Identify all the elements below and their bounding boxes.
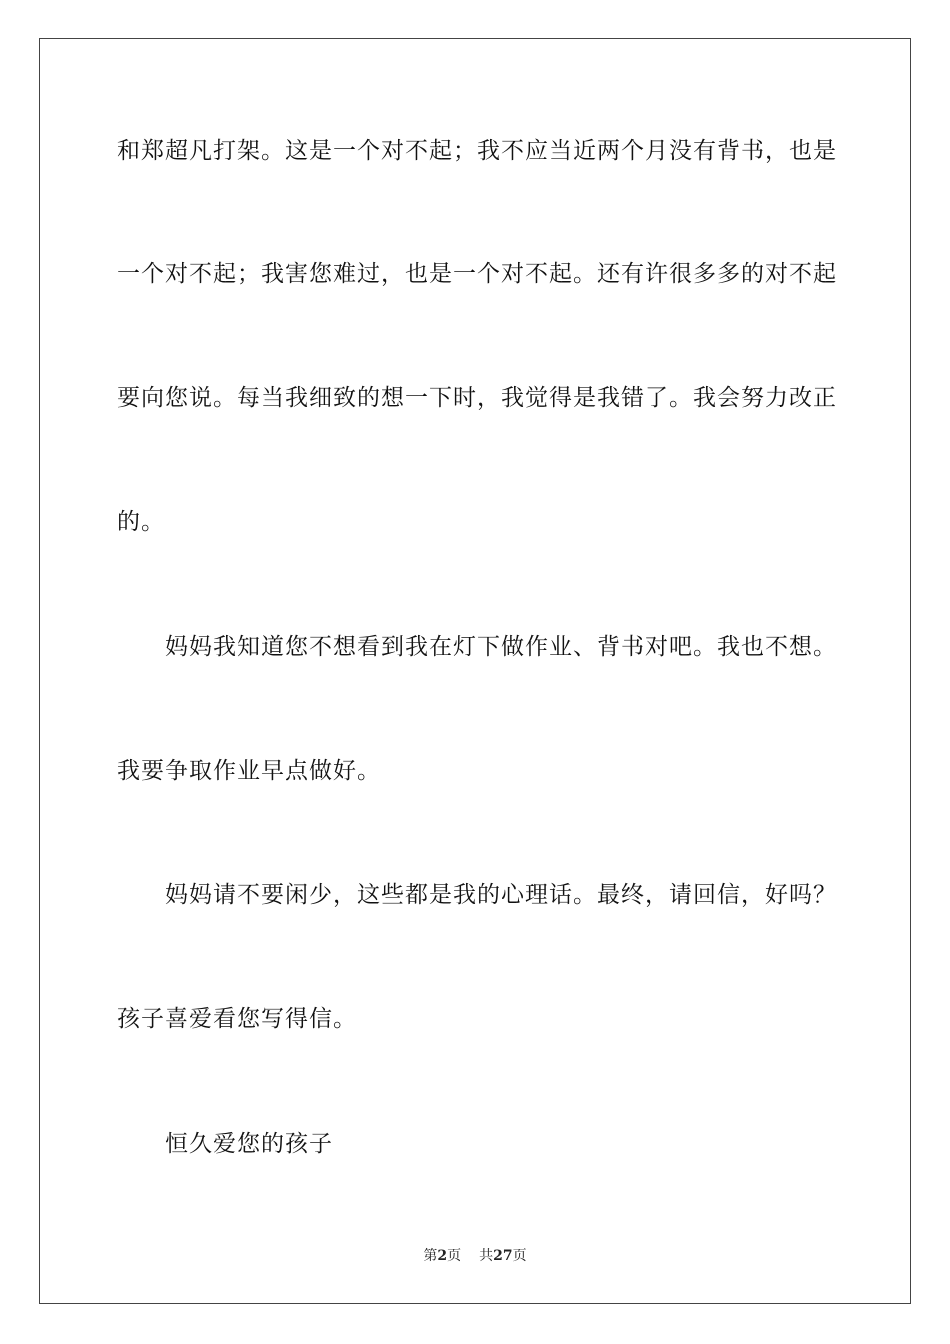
page-number: 2 (437, 1248, 448, 1264)
paragraph-start-line: 妈妈我知道您不想看到我在灯下做作业、背书对吧。我也不想。 (165, 634, 837, 660)
page-border (39, 38, 911, 1304)
body-text-line: 和郑超凡打架。这是一个对不起；我不应当近两个月没有背书，也是 (117, 138, 837, 164)
total-prefix: 共 (479, 1248, 494, 1264)
page-footer (0, 1246, 950, 1266)
body-text-line: 一个对不起；我害您难过，也是一个对不起。还有许很多多的对不起 (117, 261, 837, 287)
body-text-line: 孩子喜爱看您写得信。 (117, 1006, 357, 1032)
page-suffix: 页 (447, 1248, 462, 1264)
paragraph-start-line: 妈妈请不要闲少，这些都是我的心理话。最终，请回信，好吗？ (165, 882, 837, 908)
body-text-line: 要向您说。每当我细致的想一下时，我觉得是我错了。我会努力改正 (117, 385, 837, 411)
total-pages: 27 (493, 1248, 513, 1264)
page-prefix: 第 (423, 1248, 438, 1264)
body-text-line: 的。 (117, 509, 165, 535)
body-text-line: 我要争取作业早点做好。 (117, 758, 381, 784)
signature-line: 恒久爱您的孩子 (165, 1131, 333, 1157)
total-suffix: 页 (512, 1248, 527, 1264)
